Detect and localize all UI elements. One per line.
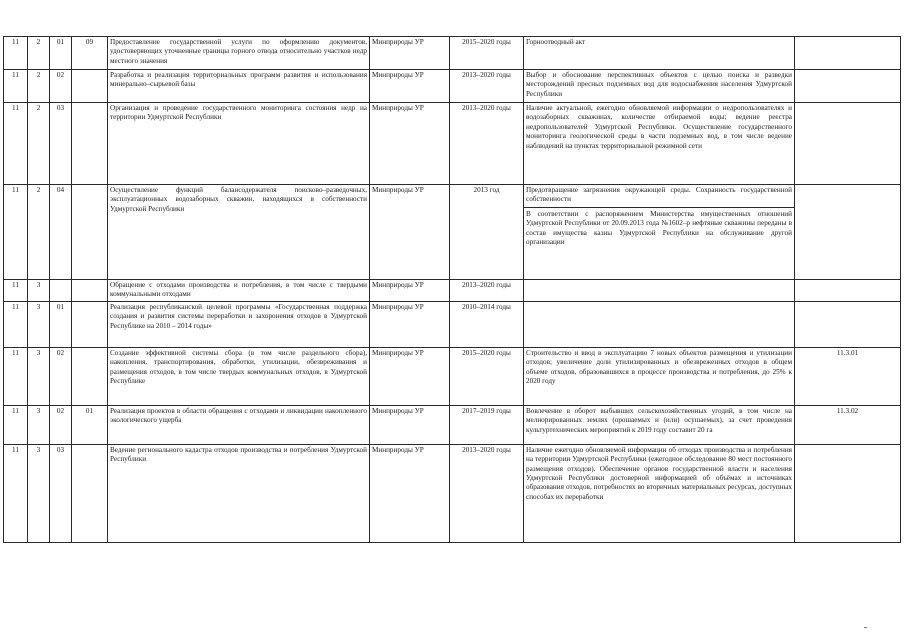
expected-results-cell xyxy=(524,70,795,103)
table-row xyxy=(4,444,901,542)
code-level-2-cell: 2 xyxy=(28,185,50,280)
code-level-1-cell: 11 xyxy=(4,301,28,347)
code-level-1-cell: 11 xyxy=(4,347,28,405)
responsible-org-cell: Минприроды УР xyxy=(370,405,450,444)
code-level-4-cell xyxy=(72,280,108,302)
expected-results-cell xyxy=(524,405,795,444)
activity-name-cell: Создание эффективной системы сбора (в том числе раздельного сбора), накопления, транспортирования, обработки, утилизации, обезвреживания и размещения отходов, в том числе твердых коммунальных отходов, в Удмуртской Республике xyxy=(108,347,370,405)
code-level-3-cell xyxy=(50,280,72,302)
code-level-3-cell: 03 xyxy=(50,103,72,185)
period-cell: 2013 год xyxy=(450,185,524,280)
code-level-2-cell: 3 xyxy=(28,405,50,444)
period-cell: 2013–2020 годы xyxy=(450,70,524,103)
indicator-code-cell xyxy=(795,103,901,185)
expected-result-text: В соответствии с распоряжением Министерства имущественных отношений Удмуртской Республики от 20.09.2013 года №1602–р нефтяные скважины переданы в состав имущества казны Удмуртской Республики на обслуживание другой организации xyxy=(524,207,794,248)
responsible-org-cell: Минприроды УР xyxy=(370,301,450,347)
code-level-4-cell xyxy=(72,185,108,280)
responsible-org-cell: Минприроды УР xyxy=(370,347,450,405)
code-level-4-cell xyxy=(72,301,108,347)
indicator-code-cell xyxy=(795,444,901,542)
code-level-1-cell: 11 xyxy=(4,103,28,185)
expected-results-cell xyxy=(524,444,795,542)
code-level-2-cell: 2 xyxy=(28,37,50,70)
code-level-1-cell: 11 xyxy=(4,444,28,542)
expected-results-cell xyxy=(524,185,795,280)
code-level-2-cell: 3 xyxy=(28,301,50,347)
indicator-code-cell xyxy=(795,301,901,347)
expected-results-cell xyxy=(524,37,795,70)
code-level-2-cell: 3 xyxy=(28,280,50,302)
indicator-code-cell xyxy=(795,185,901,280)
code-level-4-cell: 09 xyxy=(72,37,108,70)
table-row xyxy=(4,347,901,405)
code-level-2-cell: 3 xyxy=(28,444,50,542)
responsible-org-cell: Минприроды УР xyxy=(370,280,450,302)
table-row xyxy=(4,37,901,70)
period-cell: 2013–2020 годы xyxy=(450,444,524,542)
indicator-code-cell xyxy=(795,70,901,103)
activity-name-cell: Разработка и реализация территориальных программ развития и использования минерально–сырьевой базы xyxy=(108,70,370,103)
table-row xyxy=(4,185,901,280)
activities-table xyxy=(3,36,901,543)
indicator-code-cell xyxy=(795,280,901,302)
period-cell: 2010–2014 годы xyxy=(450,301,524,347)
activity-name-cell: Организация и проведение государственного мониторинга состояния недр на территории Удмуртской Республики xyxy=(108,103,370,185)
code-level-2-cell: 2 xyxy=(28,103,50,185)
expected-result-text: Выбор и обоснование перспективных объектов с целью поиска и разведки месторождений пресных подземных вод для водоснабжения населения Удмуртской Республики xyxy=(526,71,792,98)
period-cell: 2017–2019 годы xyxy=(450,405,524,444)
expected-results-cell xyxy=(524,280,795,302)
code-level-4-cell xyxy=(72,444,108,542)
code-level-1-cell: 11 xyxy=(4,185,28,280)
responsible-org-cell: Минприроды УР xyxy=(370,70,450,103)
expected-results-cell xyxy=(524,301,795,347)
activity-name-cell: Предоставление государственной услуги по оформлению документов, удостоверяющих уточненные границы горного отвода относительно участков недр местного значения xyxy=(108,37,370,70)
expected-result-text: Вовлечение в оборот выбывших сельскохозяйственных угодий, в том числе на мелиорированных землях (орошаемых и (или) осушаемых), за счет проведения культуртехнических мероприятий к 2019 году составит 20 га xyxy=(526,406,792,434)
code-level-3-cell: 04 xyxy=(50,185,72,280)
period-cell: 2013–2020 годы xyxy=(450,280,524,302)
code-level-1-cell: 11 xyxy=(4,405,28,444)
code-level-3-cell: 01 xyxy=(50,37,72,70)
expected-result-text: Горноотводный акт xyxy=(526,38,586,46)
indicator-code-cell: 11.3.02 xyxy=(795,405,901,444)
indicator-code-cell xyxy=(795,37,901,70)
period-cell: 2015–2020 годы xyxy=(450,347,524,405)
expected-result-text: Наличие ежегодно обновляемой информации об отходах производства и потребления на территории Удмуртской Республики (ежегодное обследование 80 мест постоянного размещения отходов). Обеспечение органов государственной власти и населения Удмуртской Республики достоверной информацией об объёмах и источниках образования отходов, потребностях во вторичных материальных ресурсах, доступных способах их переработки xyxy=(526,445,792,501)
table-row xyxy=(4,301,901,347)
responsible-org-cell: Минприроды УР xyxy=(370,103,450,185)
code-level-4-cell: 01 xyxy=(72,405,108,444)
expected-result-text: Наличие актуальной, ежегодно обновляемой информации о недропользователях и водозаборных скважинах, количестве отбираемой воды; ведение реестра недропользователей Удмуртской Республики. Осуществление государственного мониторинга геологической среды в части подземных вод, в том числе ведение наблюдений на пунктах территориальной режимной сети xyxy=(526,104,792,150)
activity-name-cell: Осуществление функций балансодержателя поисково–разведочных, эксплуатационных водозаборных скважин, находящихся в собственности Удмуртской Республики xyxy=(108,185,370,280)
expected-results-cell xyxy=(524,103,795,185)
code-level-4-cell xyxy=(72,103,108,185)
period-cell: 2015–2020 годы xyxy=(450,37,524,70)
code-level-1-cell: 11 xyxy=(4,37,28,70)
code-level-1-cell: 11 xyxy=(4,70,28,103)
table-row xyxy=(4,280,901,302)
period-cell: 2013–2020 годы xyxy=(450,103,524,185)
code-level-3-cell: 03 xyxy=(50,444,72,542)
code-level-4-cell xyxy=(72,70,108,103)
expected-result-text: Предотвращение загрязнения окружающей среды. Сохранность государственной собственности xyxy=(526,186,792,204)
code-level-3-cell: 02 xyxy=(50,347,72,405)
table-row xyxy=(4,103,901,185)
responsible-org-cell: Минприроды УР xyxy=(370,444,450,542)
table-row xyxy=(4,70,901,103)
scan-mark xyxy=(864,627,867,628)
activity-name-cell: Реализация республиканской целевой программы «Государственная поддержка создания и развития системы переработки и захоронения отходов в Удмуртской Республике на 2010 – 2014 годы» xyxy=(108,301,370,347)
code-level-2-cell: 3 xyxy=(28,347,50,405)
activity-name-cell: Ведение регионального кадастра отходов производства и потребления Удмуртской Республики xyxy=(108,444,370,542)
expected-results-cell xyxy=(524,347,795,405)
code-level-3-cell: 02 xyxy=(50,70,72,103)
activity-name-cell: Реализация проектов в области обращения с отходами и ликвидации накопленного экологического ущерба xyxy=(108,405,370,444)
code-level-2-cell: 2 xyxy=(28,70,50,103)
code-level-1-cell: 11 xyxy=(4,280,28,302)
code-level-3-cell: 01 xyxy=(50,301,72,347)
code-level-3-cell: 02 xyxy=(50,405,72,444)
responsible-org-cell: Минприроды УР xyxy=(370,185,450,280)
table-row xyxy=(4,405,901,444)
indicator-code-cell: 11.3.01 xyxy=(795,347,901,405)
code-level-4-cell xyxy=(72,347,108,405)
expected-result-text: Строительство и ввод в эксплуатацию 7 новых объектов размещения и утилизации отходов; увеличение доли утилизированных и обезвреженных отходов в общем объеме отходов, образовавшихся в процессе производства и потребления, до 25% к 2020 году xyxy=(526,348,792,386)
activity-name-cell: Обращение с отходами производства и потребления, в том числе с твердыми коммунальными отходами xyxy=(108,280,370,302)
responsible-org-cell: Минприроды УР xyxy=(370,37,450,70)
